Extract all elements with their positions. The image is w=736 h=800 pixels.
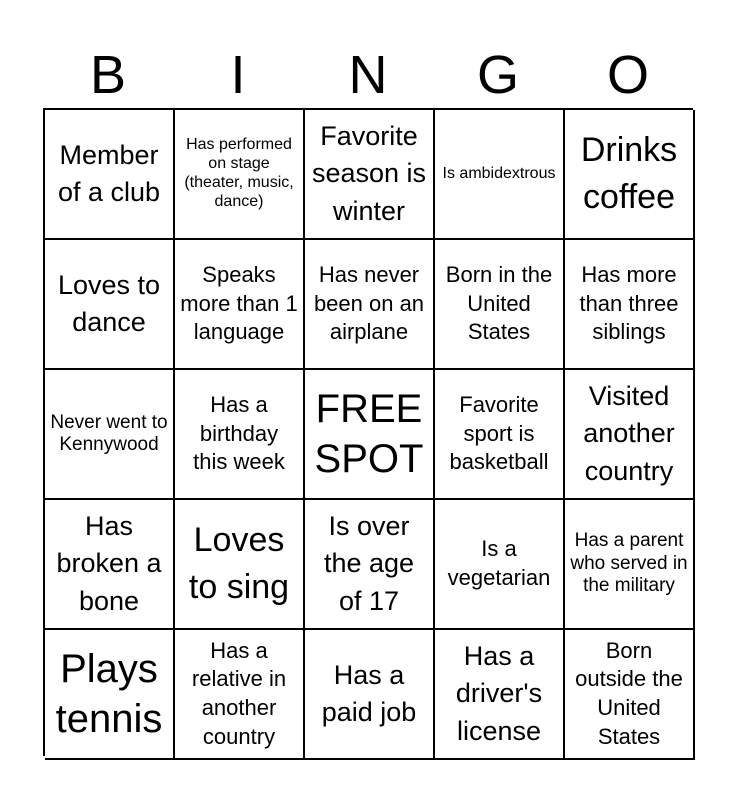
bingo-cell[interactable]: Has never been on an airplane [305, 240, 435, 370]
bingo-cell[interactable]: Has a relative in another country [175, 630, 305, 760]
header-letter-n: N [348, 45, 388, 105]
header-letter-i: I [230, 45, 246, 105]
free-spot-cell[interactable]: FREE SPOT [305, 370, 435, 500]
header-letter-g: G [476, 45, 519, 105]
bingo-cell[interactable]: Has performed on stage (theater, music, dance) [175, 110, 305, 240]
header-letter-o: O [606, 45, 649, 105]
bingo-cell[interactable]: Loves to dance [45, 240, 175, 370]
bingo-cell[interactable]: Has a driver's license [435, 630, 565, 760]
bingo-cell[interactable]: Born in the United States [435, 240, 565, 370]
bingo-cell[interactable]: Has broken a bone [45, 500, 175, 630]
bingo-cell[interactable]: Speaks more than 1 language [175, 240, 305, 370]
bingo-cell[interactable]: Drinks coffee [565, 110, 695, 240]
bingo-cell[interactable]: Plays tennis [45, 630, 175, 760]
bingo-cell[interactable]: Member of a club [45, 110, 175, 240]
bingo-cell[interactable]: Loves to sing [175, 500, 305, 630]
bingo-header [43, 44, 693, 106]
bingo-cell[interactable]: Is over the age of 17 [305, 500, 435, 630]
bingo-cell[interactable]: Has more than three siblings [565, 240, 695, 370]
bingo-cell[interactable]: Favorite sport is basketball [435, 370, 565, 500]
bingo-cell[interactable]: Born outside the United States [565, 630, 695, 760]
bingo-cell[interactable]: Has a birthday this week [175, 370, 305, 500]
bingo-cell[interactable]: Has a parent who served in the military [565, 500, 695, 630]
bingo-cell[interactable]: Never went to Kennywood [45, 370, 175, 500]
bingo-cell[interactable]: Has a paid job [305, 630, 435, 760]
bingo-cell[interactable]: Favorite season is winter [305, 110, 435, 240]
bingo-cell[interactable]: Is ambidextrous [435, 110, 565, 240]
bingo-cell[interactable]: Visited another country [565, 370, 695, 500]
header-letter-b: B [89, 45, 127, 105]
bingo-board [43, 108, 693, 756]
bingo-cell[interactable]: Is a vegetarian [435, 500, 565, 630]
